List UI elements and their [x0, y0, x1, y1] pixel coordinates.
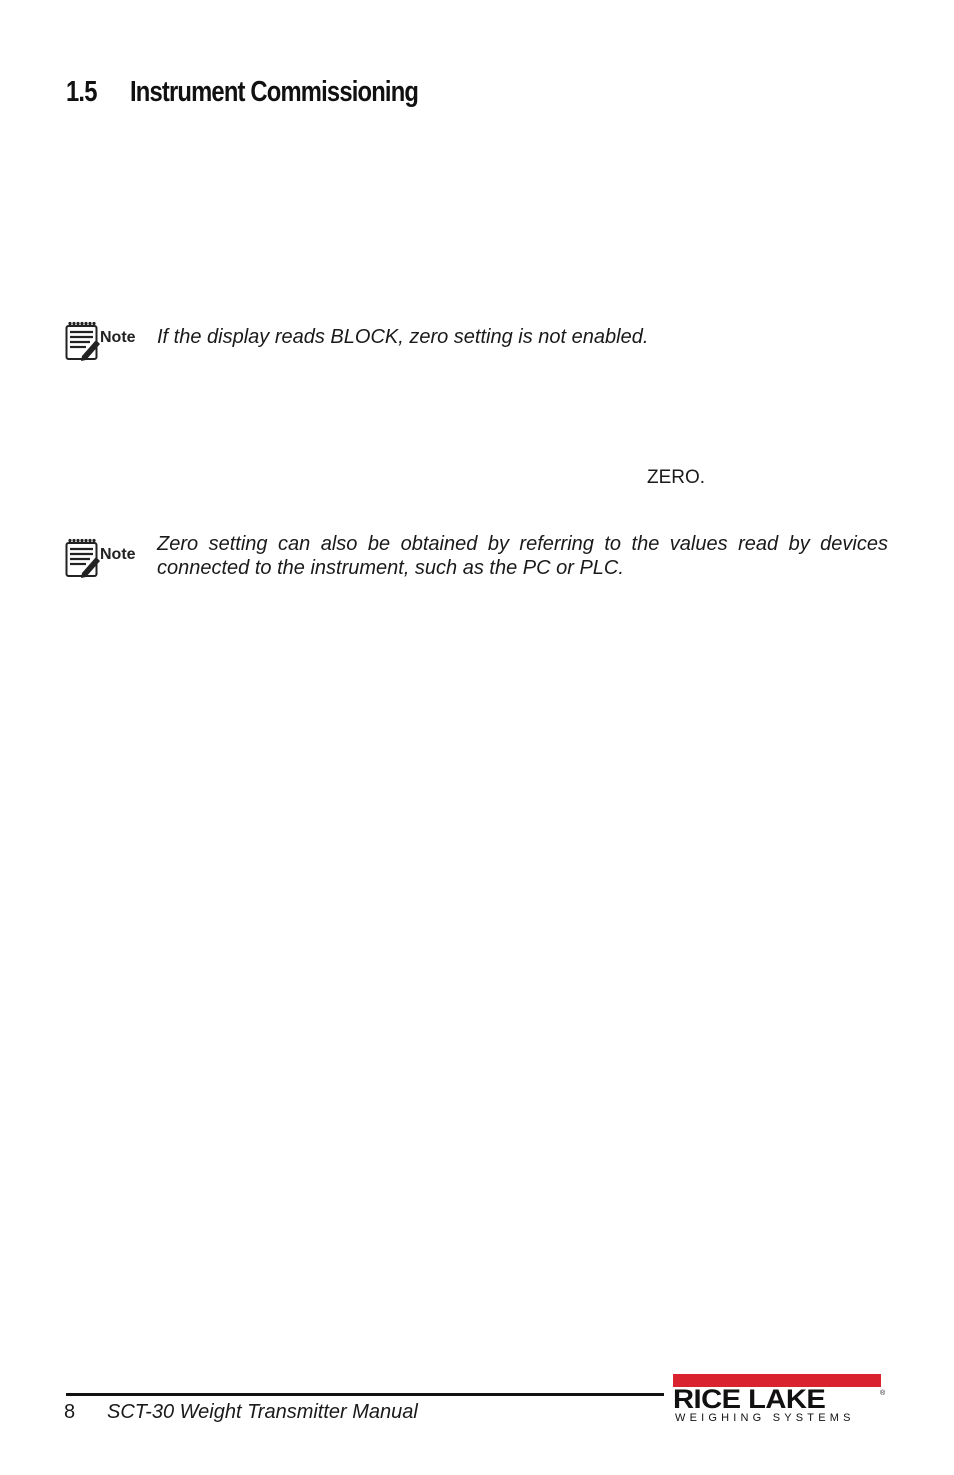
note-text: If the display reads BLOCK, zero setting is not enabled.	[157, 326, 649, 348]
logo-tagline: WEIGHING SYSTEMS	[675, 1412, 855, 1424]
note-icon	[64, 320, 140, 362]
note-icon	[64, 537, 140, 579]
note-label: Note	[100, 546, 136, 563]
zero-keyword: ZERO.	[647, 467, 706, 488]
manual-title: SCT-30 Weight Transmitter Manual	[107, 1401, 418, 1423]
note-label: Note	[100, 329, 136, 346]
section-number: 1.5	[66, 76, 97, 108]
note-text: Zero setting can also be obtained by referring to the values read by devices connected to the instrument, such as the PC or PLC.	[157, 533, 888, 579]
rice-lake-logo	[673, 1372, 887, 1426]
section-heading	[66, 76, 418, 109]
footer-rule	[66, 1393, 664, 1396]
section-title: Instrument Commissioning	[129, 76, 419, 108]
page-number: 8	[64, 1401, 76, 1423]
logo-wordmark: RICE LAKE	[673, 1384, 826, 1414]
logo-registered-mark: ®	[880, 1390, 886, 1397]
